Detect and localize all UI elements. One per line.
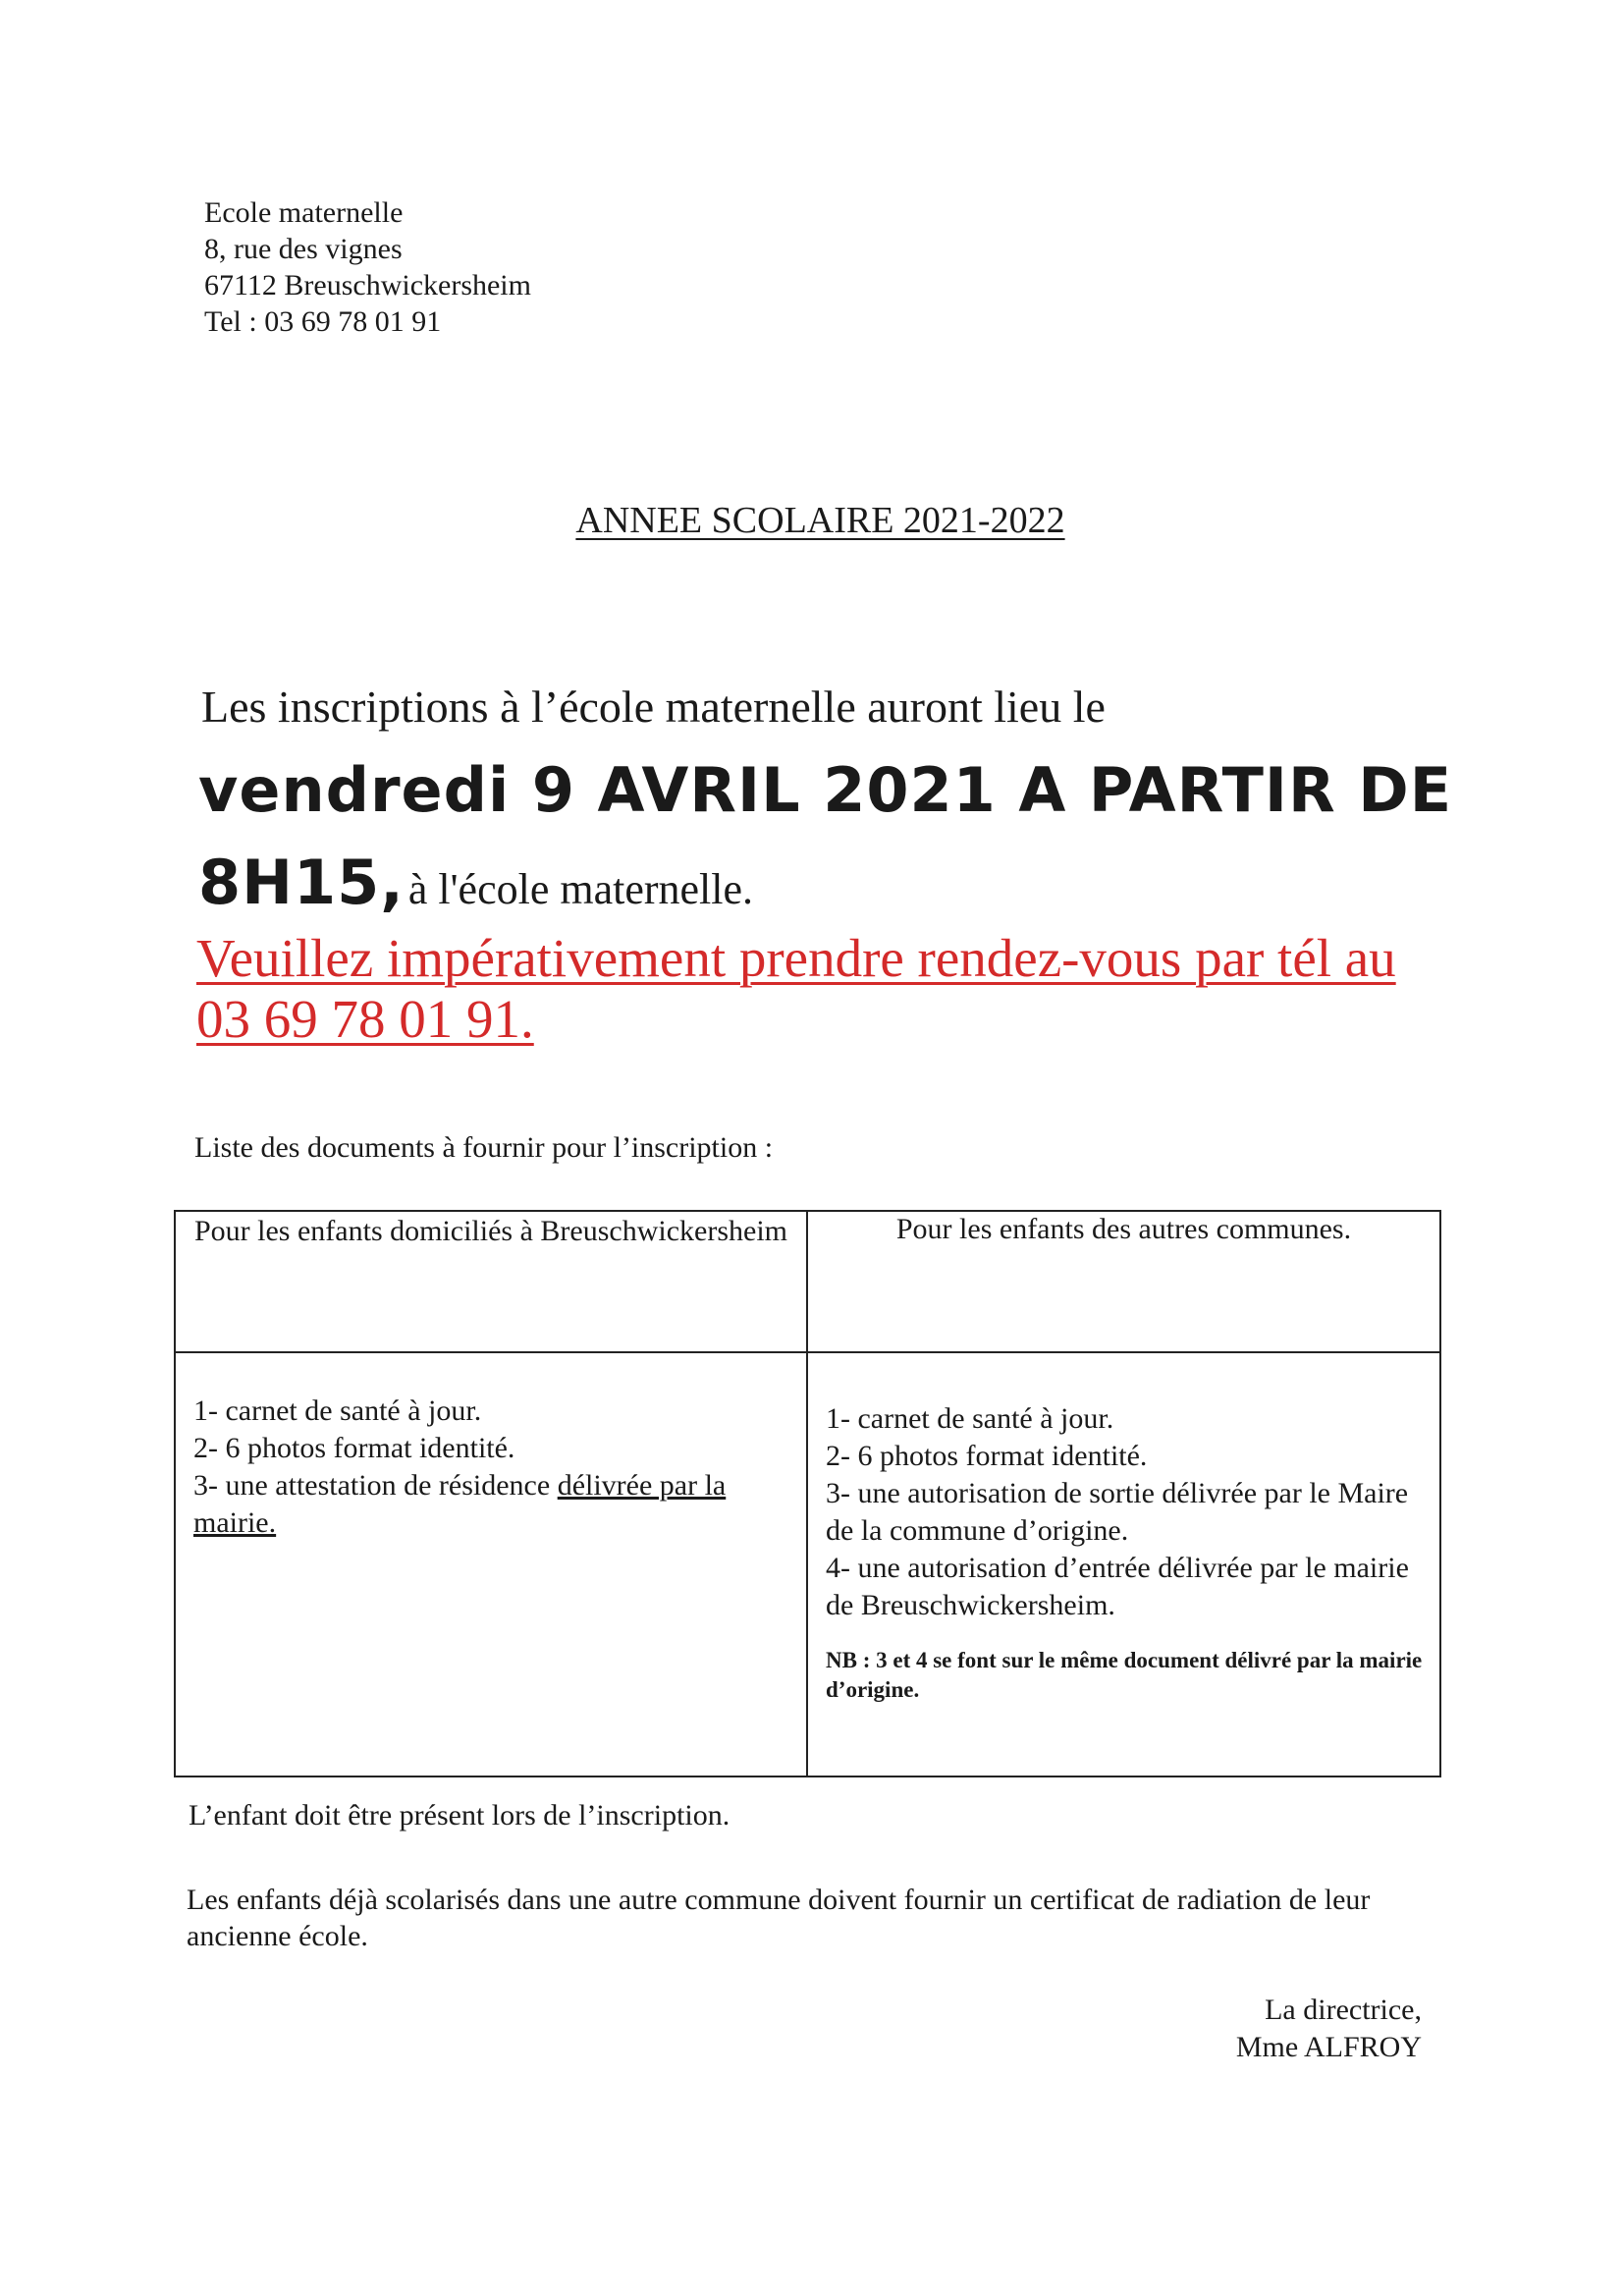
address-line-2: 8, rue des vignes: [204, 233, 403, 265]
list-item: [193, 1467, 792, 1542]
list-item: 1- carnet de santé à jour.: [826, 1402, 1114, 1435]
radiation-note: Les enfants déjà scolarisés dans une autre commune doivent fournir un certificat de radiation de leur ancienne école.: [187, 1884, 1371, 1952]
header-other-communes: Pour les enfants des autres communes.: [807, 1211, 1440, 1352]
document-title: ANNEE SCOLAIRE 2021-2022: [575, 500, 1065, 541]
signature-role: La directrice,: [1265, 1994, 1422, 2026]
list-item: 3- une autorisation de sortie délivrée par le Maire de la commune d’origine.: [826, 1477, 1409, 1547]
list-item: 2- 6 photos format identité.: [826, 1440, 1148, 1472]
header-local-children: Pour les enfants domiciliés à Breuschwickersheim: [175, 1211, 807, 1352]
documents-table: [174, 1210, 1441, 1777]
nb-note: NB : 3 et 4 se font sur le même document délivré par la mairie d’origine.: [826, 1648, 1423, 1702]
intro-text: Les inscriptions à l’école maternelle auront lieu le: [201, 682, 1106, 732]
local-requirements-cell: [175, 1352, 807, 1777]
list-item: 1- carnet de santé à jour.: [193, 1394, 482, 1427]
table-row: [175, 1352, 1440, 1777]
documents-list-label: Liste des documents à fournir pour l’inscription :: [194, 1131, 774, 1164]
signature-block: [1236, 1992, 1422, 2066]
table-header-row: [175, 1211, 1440, 1352]
presence-note: L’enfant doit être présent lors de l’inscription.: [189, 1799, 730, 1831]
appointment-notice: Veuillez impérativement prendre rendez-vous par tél au 03 69 78 01 91.: [196, 928, 1396, 1049]
address-line-3: 67112 Breuschwickersheim: [204, 269, 531, 301]
registration-time-line: [198, 847, 753, 918]
list-item: 2- 6 photos format identité.: [193, 1432, 515, 1464]
list-item-underlined: délivrée par la mairie.: [193, 1469, 727, 1539]
document-title-block: [0, 499, 1623, 542]
other-requirements-cell: [807, 1352, 1440, 1777]
signature-name: Mme ALFROY: [1235, 2031, 1422, 2063]
address-line-1: Ecole maternelle: [204, 196, 404, 229]
registration-date: vendredi 9 AVRIL 2021 A PARTIR DE: [198, 754, 1453, 826]
registration-time: 8H15,: [198, 847, 405, 918]
list-item: 4- une autorisation d’entrée délivrée par le mairie de Breuschwickersheim.: [826, 1552, 1409, 1621]
registration-location: à l'école maternelle.: [407, 865, 754, 913]
address-phone: Tel : 03 69 78 01 91: [204, 305, 442, 338]
school-address: [204, 194, 531, 340]
list-item-text: 3- une attestation de résidence: [193, 1469, 558, 1502]
